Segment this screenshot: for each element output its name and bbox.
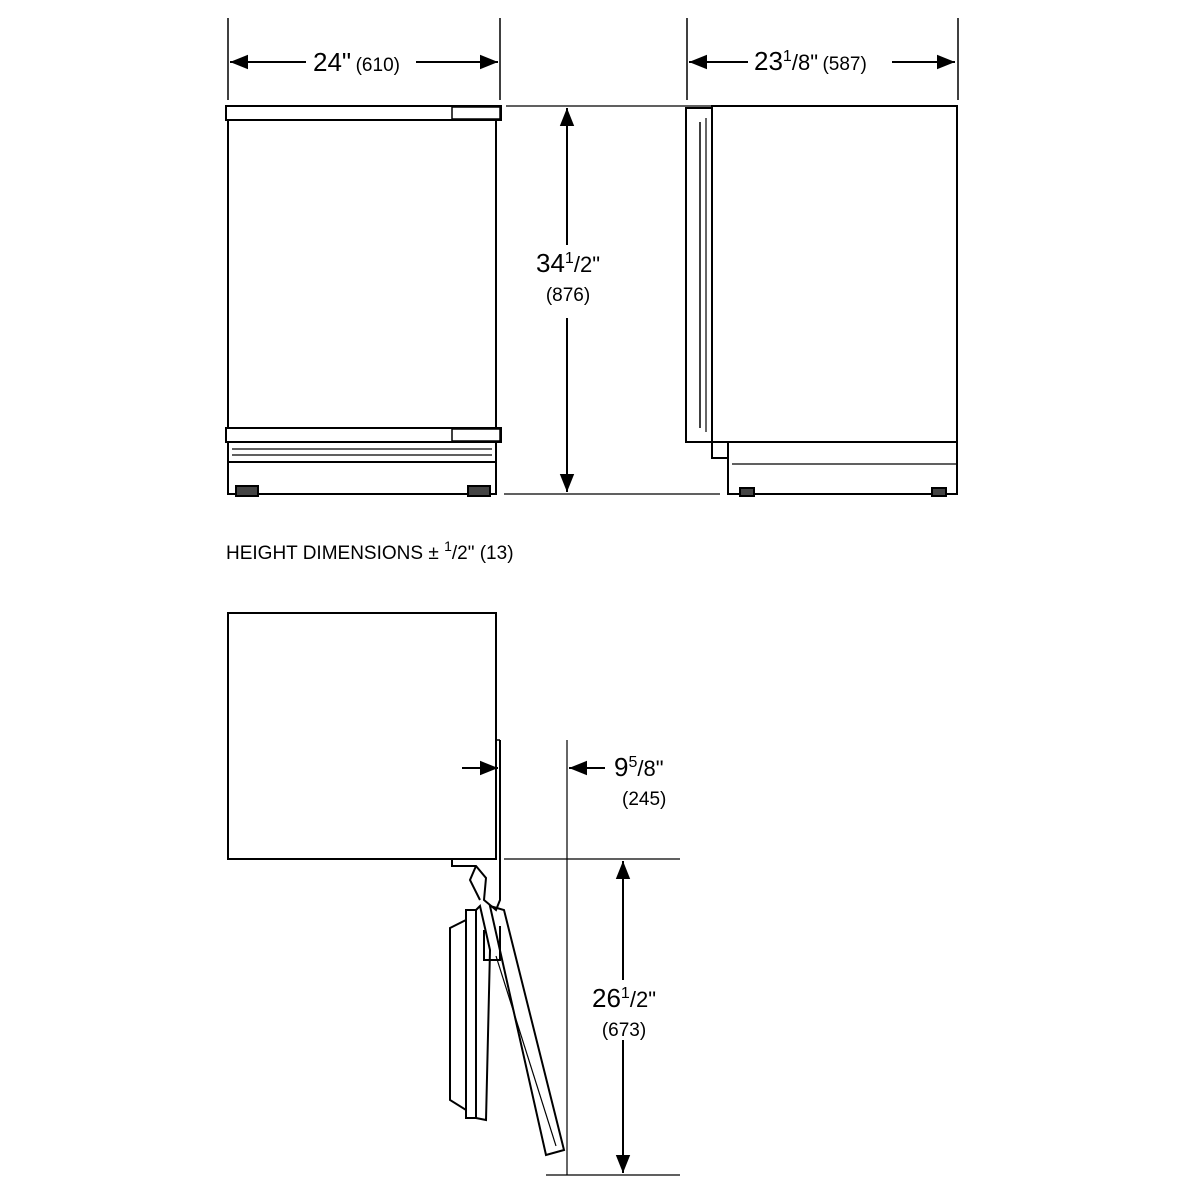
door-swing-label: $26^1/2$" (673) — [592, 983, 656, 1041]
depth-dimension-label: $23^1/8$" (587) — [754, 46, 867, 76]
top-view — [228, 613, 564, 1155]
door-clearance-label: $9^5/8$" (245) — [614, 752, 667, 810]
height-tolerance-note: HEIGHT DIMENSIONS ± $^1$/2" (13) — [226, 538, 514, 564]
front-view — [226, 18, 501, 496]
width-dimension-label: 24" (610) — [313, 47, 400, 77]
side-view — [686, 18, 958, 496]
height-dimension-label: $34^1/2$" (876) — [536, 248, 600, 306]
